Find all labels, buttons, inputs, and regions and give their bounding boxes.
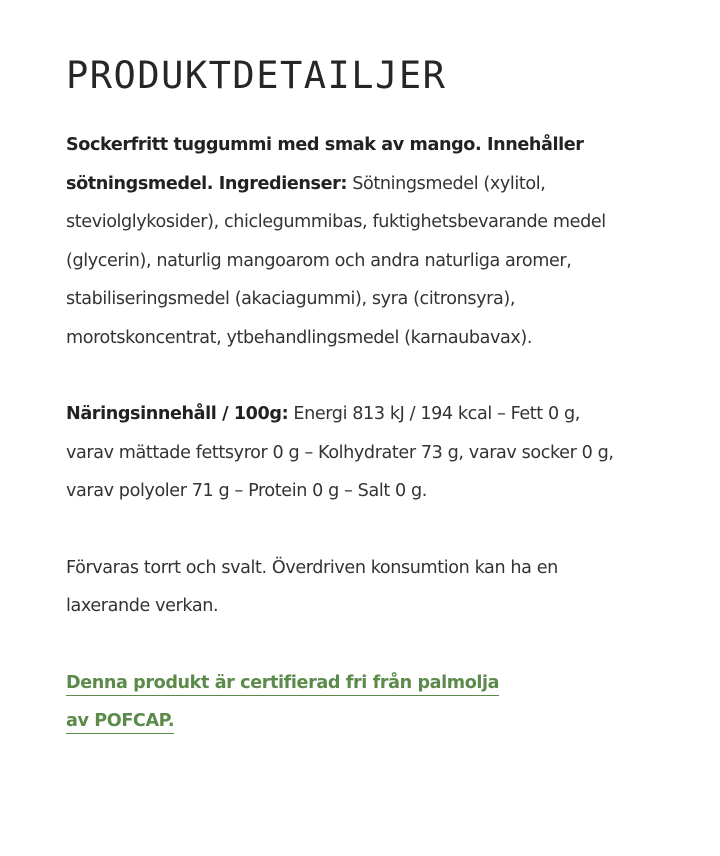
product-details-section <box>66 52 626 741</box>
ingredients-paragraph <box>66 126 626 357</box>
certification-link-text: Denna produkt är certifierad fri från palmolja av POFCAP. <box>66 673 499 735</box>
nutrition-text: Energi 813 kJ / 194 kcal – Fett 0 g, varav mättade fettsyror 0 g – Kolhydrater 73 g, varav socker 0 g, varav polyoler 71 g – Protein 0 g – Salt 0 g. <box>66 404 614 501</box>
nutrition-paragraph <box>66 395 626 511</box>
ingredients-text: Sötningsmedel (xylitol, steviolglykosider), chiclegummibas, fuktighetsbevarande medel (glycerin), naturlig mangoarom och andra naturliga aromer, stabiliseringsmedel (akaciagummi), syra (citronsyra), morotskoncentrat, ytbehandlingsmedel (karnaubavax). <box>66 173 606 348</box>
storage-paragraph: Förvaras torrt och svalt. Överdriven konsumtion kan ha en laxerande verkan. <box>66 557 558 616</box>
nutrition-label: Näringsinnehåll / 100g: <box>66 404 289 424</box>
ingredients-intro: Sockerfritt tuggummi med smak av mango. Innehåller sötningsmedel. Ingredienser: <box>66 135 584 194</box>
section-heading: PRODUKTDETAILJER <box>66 54 447 97</box>
palm-oil-certification-link[interactable] <box>66 664 521 741</box>
